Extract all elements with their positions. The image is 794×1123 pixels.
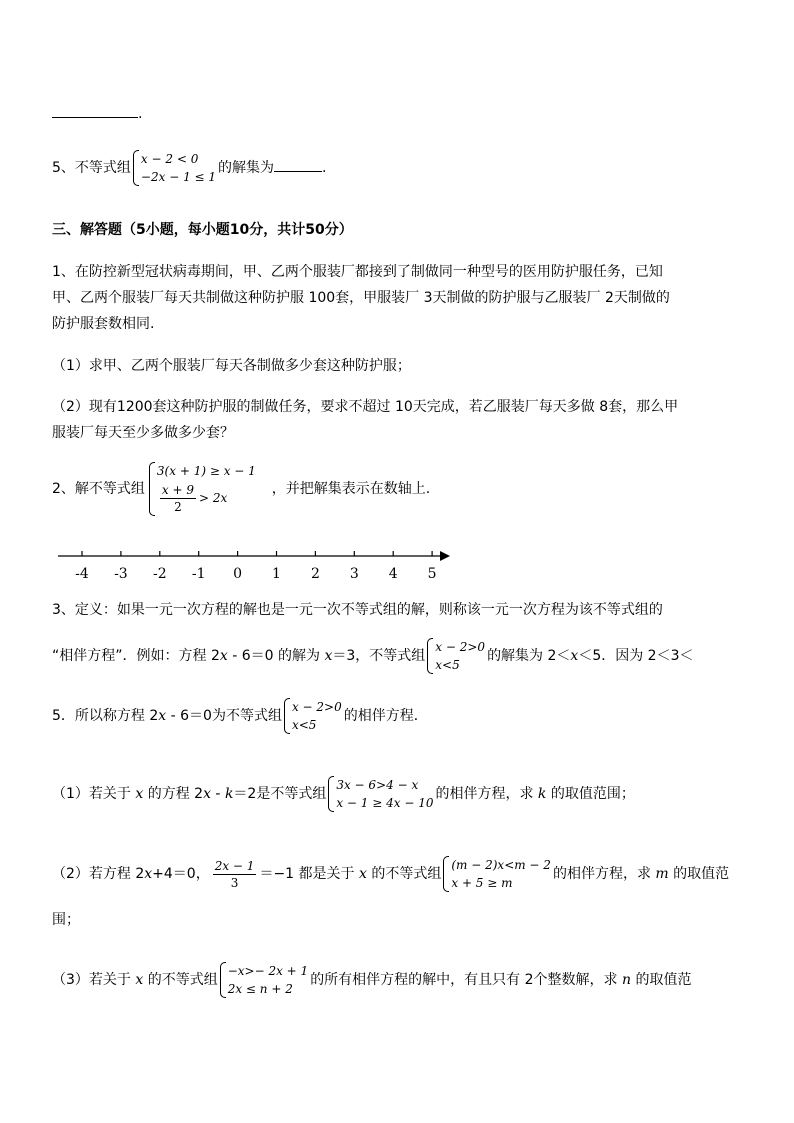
tick-label: 2 [310,566,320,582]
problem-1-sub-2-line-1: （2）现有1200套这种防护服的制做任务，要求不超过 10天完成，若乙服装厂每天多做 8套，那么甲 [52,399,679,415]
fraction: $\frac{x + 9}{2}$ [161,483,195,514]
problem-1-line-2: 甲、乙两个服装厂每天共制做这种防护服 100套，甲服装厂 3天制做的防护服与乙服装厂 2天制做的 [52,290,670,306]
inequality-system: x − 2>0 x<5 [427,638,485,674]
tick-label: -3 [114,566,128,582]
tick-label: 3 [349,566,359,582]
inequality-system: 3x − 6>4 − x x − 1 ≥ 4x − 10 [328,776,433,812]
answer-blank[interactable] [52,117,138,118]
problem-1-line-1: 1、在防控新型冠状病毒期间，甲、乙两个服装厂都接到了制做同一种型号的医用防护服任务，已知 [52,264,663,280]
question-5: 5、不等式组 x − 2 < 0 −2x − 1 ≤ 1 的解集为 . [52,152,327,184]
inequality-system: −x>− 2x + 1 2x ≤ n + 2 [220,962,308,998]
problem-3-sub-2-cont: 围； [52,912,80,928]
tick-label: -1 [191,566,206,582]
problem-2: 2、解不等式组 3(x + 1) ≥ x − 1 $\frac{x + 9}{2}$ > 2x ，并把解集表示在数轴上. [52,464,431,514]
tick-label: 5 [427,566,437,582]
problem-3-sub-1: （1）若关于 x 的方程 2x - k＝2是不等式组 3x − 6>4 − x x − 1 ≥ 4x − 10 的相伴方程，求 k 的取值范围； [52,778,635,810]
section-3-title: 三、解答题（5小题，每小题10分，共计50分） [52,222,353,238]
top-answer-blank-line: . [52,104,142,124]
inequality-system: (m − 2)x<m − 2 x + 5 ≥ m [443,856,551,892]
tick-label: -4 [75,566,89,582]
problem-1-sub-2-line-2: 服装厂每天至少多做多少套？ [52,425,234,441]
problem-3-line-2: “相伴方程”．例如：方程 2x - 6＝0 的解为 x＝3，不等式组 x − 2>0 x<5 的解集为 2＜x＜5．因为 2＜3＜ [52,640,694,672]
problem-3-line-1: 3、定义：如果一元一次方程的解也是一元一次不等式组的解，则称该一元一次方程为该不等式组的 [52,602,663,618]
answer-blank[interactable] [274,171,322,172]
tick-label: 4 [388,566,398,582]
inequality-system: x − 2>0 x<5 [284,698,342,734]
problem-1-line-3: 防护服套数相同. [52,316,155,332]
tick-label: -2 [152,566,167,582]
problem-3-sub-2: （2）若方程 2x+4＝0， $\frac{2x - 1}{3}$ ＝−1 都是关于 x 的不等式组 (m − 2)x<m − 2 x + 5 ≥ m 的相伴方程，求 m 的取值范 [52,858,730,890]
problem-3-line-3: 5．所以称方程 2x - 6＝0为不等式组 x − 2>0 x<5 的相伴方程． [52,700,428,732]
tick-label: 1 [272,566,281,582]
tick-label: 0 [233,566,243,582]
number-line-arrow [440,551,450,561]
problem-1-sub-1: （1）求甲、乙两个服装厂每天各制做多少套这种防护服； [52,358,411,374]
inequality-system: x − 2 < 0 −2x − 1 ≤ 1 [133,150,216,186]
number-line [0,540,794,600]
inequality-system: 3(x + 1) ≥ x − 1 $\frac{x + 9}{2}$ > 2x [149,462,256,516]
fraction: $\frac{2x - 1}{3}$ [214,858,255,890]
problem-3-sub-3: （3）若关于 x 的不等式组 −x>− 2x + 1 2x ≤ n + 2 的所有相伴方程的解中，有且只有 2个整数解，求 n 的取值范 [52,964,692,996]
